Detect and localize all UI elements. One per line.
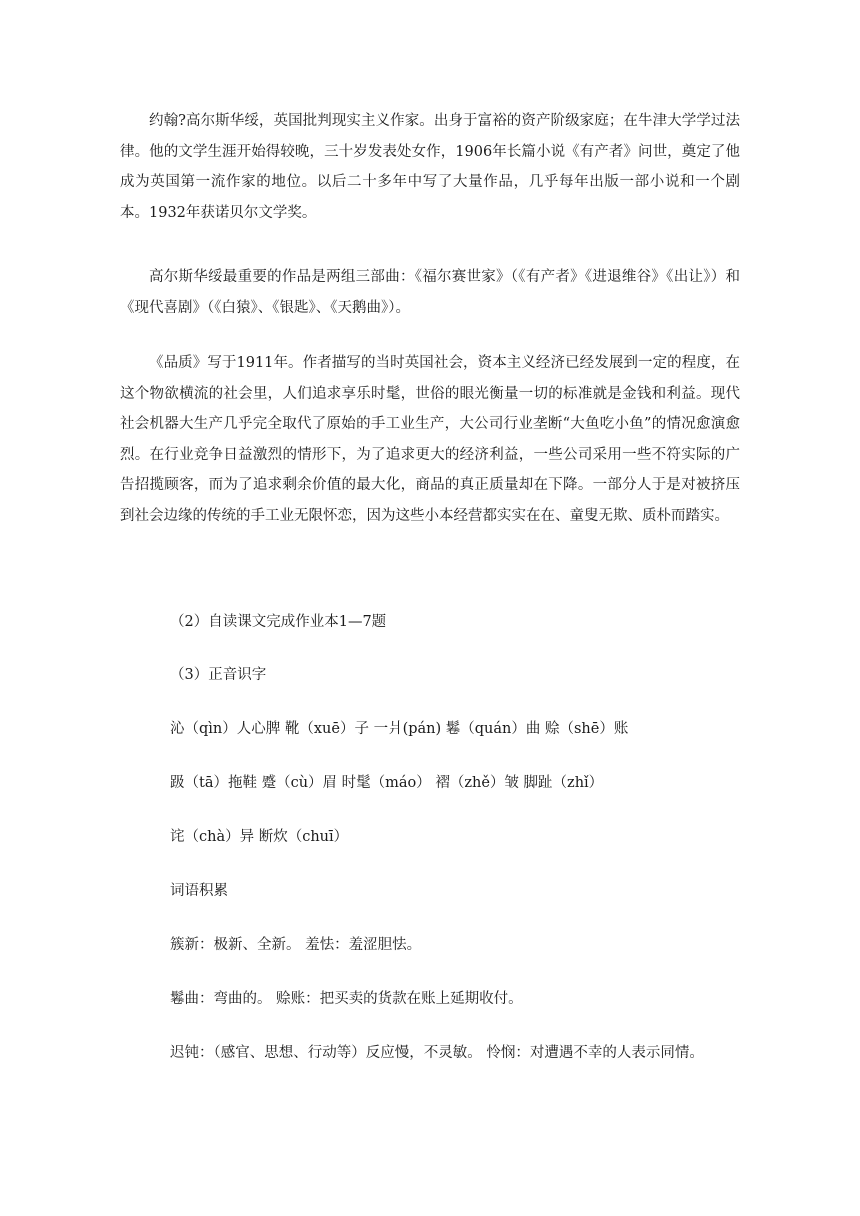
pronunciation-line-3: 诧（chà）异 断炊（chuī） — [170, 829, 349, 845]
task-3-heading: （3）正音识字 — [170, 667, 267, 683]
pronunciation-line-2: 趿（tā）拖鞋 蹙（cù）眉 时髦（máo） 褶（zhě）皱 脚趾（zhǐ） — [170, 775, 604, 791]
major-works-paragraph: 高尔斯华绥最重要的作品是两组三部曲：《福尔赛世家》（《有产者》《进退维谷》《出让》）和《现代喜剧》（《白猿》、《银匙》、《天鹅曲》）。 — [120, 269, 740, 316]
vocabulary-line-2: 鬈曲：弯曲的。 赊账：把买卖的货款在账上延期收付。 — [170, 991, 523, 1007]
vocabulary-heading: 词语积累 — [170, 883, 228, 899]
vocabulary-line-1: 簇新：极新、全新。 羞怯：羞涩胆怯。 — [170, 937, 422, 953]
task-2-line: （2）自读课文完成作业本1—7题 — [170, 614, 387, 630]
author-intro-paragraph: 约翰?高尔斯华绥，英国批判现实主义作家。出身于富裕的资产阶级家庭；在牛津大学学过法律。他的文学生涯开始得较晚，三十岁发表处女作，1906年长篇小说《有产者》问世，奠定了他成为英国第一流作家的地位。以后二十多年中写了大量作品，几乎每年出版一部小说和一个剧本。1932年获诺贝尔文学奖。 — [120, 113, 740, 221]
pronunciation-line-1: 沁（qìn）人心脾 靴（xuē）子 一爿(pán) 鬈（quán）曲 赊（shē）账 — [170, 721, 629, 737]
background-paragraph: 《品质》写于1911年。作者描写的当时英国社会，资本主义经济已经发展到一定的程度，在这个物欲横流的社会里，人们追求享乐时髦，世俗的眼光衡量一切的标准就是金钱和利益。现代社会机器大生产几乎完全取代了原始的手工业生产，大公司行业垄断“大鱼吃小鱼”的情况愈演愈烈。在行业竞争日益激烈的情形下，为了追求更大的经济利益，一些公司采用一些不符实际的广告招揽顾客，而为了追求剩余价值的最大化，商品的真正质量却在下降。一部分人于是对被挤压到社会边缘的传统的手工业无限怀恋，因为这些小本经营都实实在在、童叟无欺、质朴而踏实。 — [120, 355, 740, 524]
vocabulary-line-3: 迟钝：（感官、思想、行动等）反应慢，不灵敏。 怜悯：对遭遇不幸的人表示同情。 — [170, 1045, 704, 1061]
